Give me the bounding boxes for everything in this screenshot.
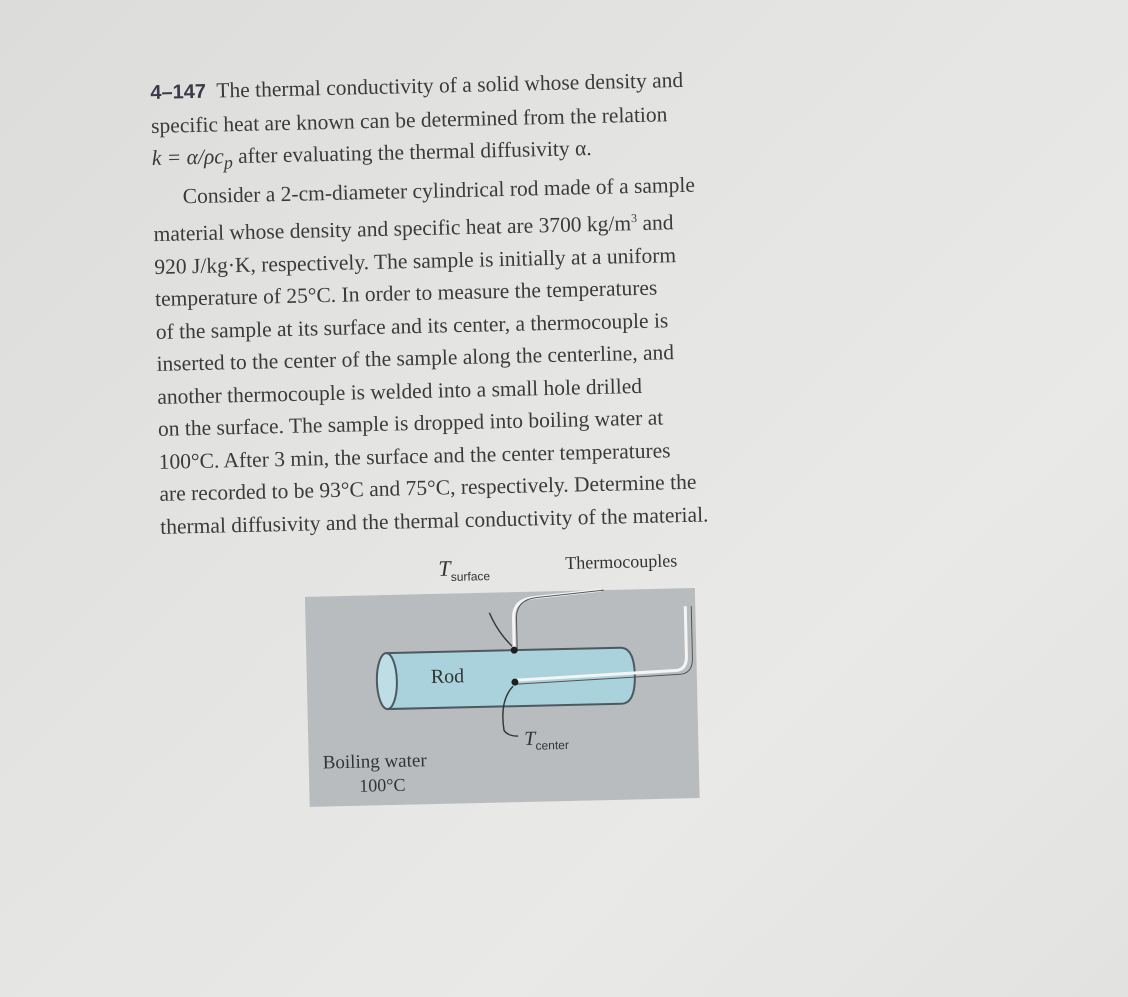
problem-number: 4–147 <box>150 80 207 104</box>
t-surface-label: $T_{surface}$ <box>438 555 491 584</box>
t-center-label: $T_{center}$ <box>523 727 570 753</box>
problem-body: Consider a 2-cm-diameter cylindrical rod made of a sample material whose density and specific heat are 3700 $kg/m^3$ and 920 J/kg·K, respectively. The sample is initially at a uniform temperature of 25°C. In order to measure the temperatures of the sample at its surface and its center, a thermocouple is inserted to the center of the sample along the centerline, and another thermocouple is welded into a small hole drilled on the surface. The sample is dropped into boiling water at 100°C. After 3 min, the surface and the center temperatures are recorded to be 93°C and 75°C, respectively. Determine the thermal diffusivity and the thermal conductivity of the material. <box>153 172 709 539</box>
relation-formula: k = α/ρc <box>151 144 225 170</box>
thermocouples-label: Thermocouples <box>565 550 678 573</box>
figure-drawing <box>300 545 736 815</box>
rod-body <box>386 647 635 709</box>
problem-intro: 4–147 The thermal conductivity of a solid whose density and specific heat are known can be determined from the relation $k = \alpha/\rho c_p$ after evaluating the thermal diffusivity α. <box>150 67 684 173</box>
rod-figure <box>300 545 736 815</box>
problem-text <box>150 59 895 543</box>
boiling-water-label: Boiling water <box>322 750 427 774</box>
rod-end-face <box>376 653 397 709</box>
rod-label: Rod <box>430 665 465 689</box>
water-temperature-label: 100°C <box>359 774 406 796</box>
